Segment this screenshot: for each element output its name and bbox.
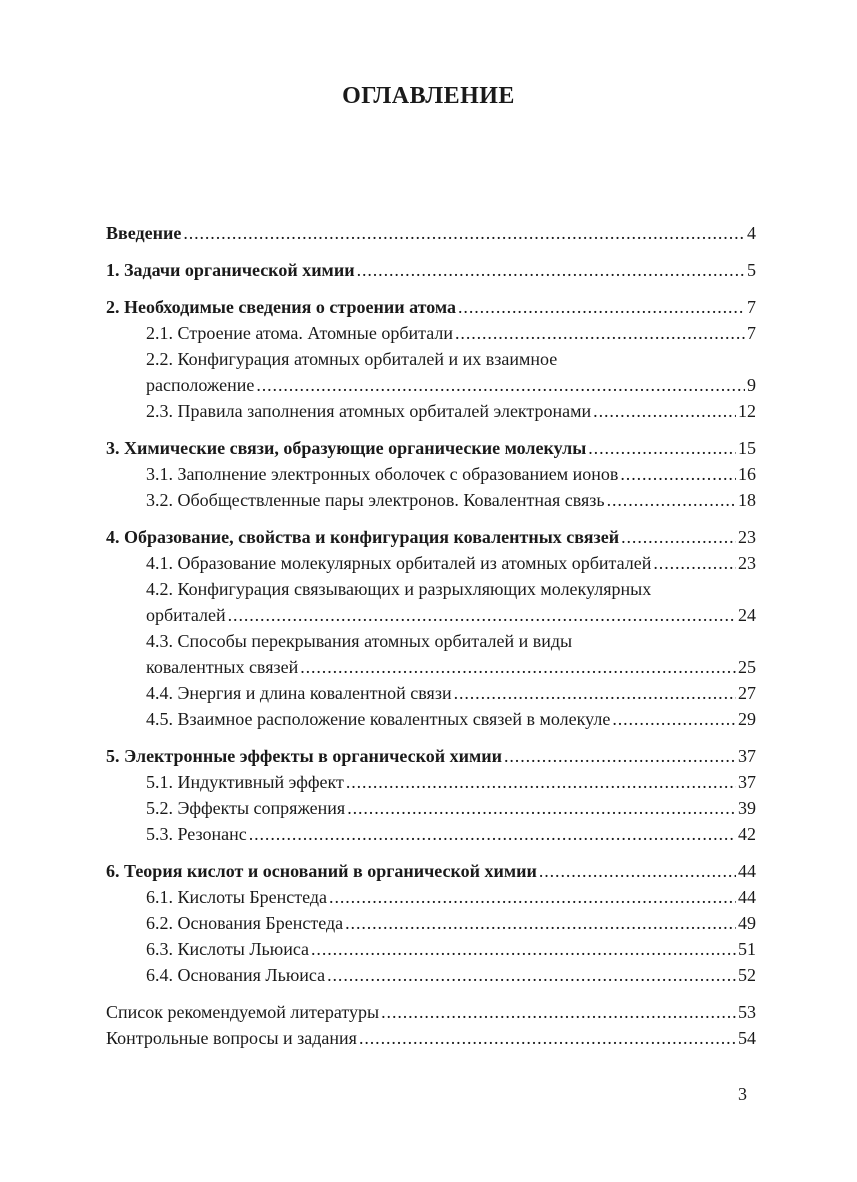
toc-entry-page: 52 bbox=[738, 965, 756, 985]
table-of-contents bbox=[106, 220, 756, 1051]
toc-entry-label: 6.3. Кислоты Льюиса bbox=[146, 939, 310, 959]
toc-entry-page: 24 bbox=[738, 605, 756, 625]
toc-entry-page: 37 bbox=[738, 772, 756, 792]
toc-entry-page: 23 bbox=[738, 527, 756, 547]
toc-entry-label: 4.4. Энергия и длина ковалентной связи bbox=[146, 683, 452, 703]
toc-entry-page: 54 bbox=[738, 1028, 756, 1048]
toc-entry-6-3 bbox=[106, 936, 756, 962]
toc-entry-questions bbox=[106, 1025, 756, 1051]
toc-entry-3-2 bbox=[106, 487, 756, 513]
toc-entry-page: 37 bbox=[738, 746, 756, 766]
toc-entry-2-1 bbox=[106, 320, 756, 346]
toc-entry-4-3 bbox=[106, 654, 756, 680]
toc-entry-page: 7 bbox=[747, 297, 756, 317]
toc-entry-6-2 bbox=[106, 910, 756, 936]
dot-leader bbox=[327, 962, 736, 988]
dot-leader bbox=[504, 743, 736, 769]
toc-entry-section-4 bbox=[106, 524, 756, 550]
toc-entry-label: 3.1. Заполнение электронных оболочек с образованием ионов bbox=[146, 464, 619, 484]
dot-leader bbox=[228, 602, 736, 628]
dot-leader bbox=[357, 257, 745, 283]
toc-entry-label: 5.1. Индуктивный эффект bbox=[146, 772, 344, 792]
dot-leader bbox=[345, 910, 736, 936]
page-number: 3 bbox=[738, 1084, 747, 1104]
toc-entry-page: 49 bbox=[738, 913, 756, 933]
toc-entry-label: Введение bbox=[106, 223, 182, 243]
toc-entry-page: 53 bbox=[738, 1002, 756, 1022]
toc-entry-page: 5 bbox=[747, 260, 756, 280]
toc-entry-label: 5. Электронные эффекты в органической химии bbox=[106, 746, 502, 766]
toc-entry-3-1 bbox=[106, 461, 756, 487]
toc-entry-section-2 bbox=[106, 294, 756, 320]
toc-entry-label: 4.5. Взаимное расположение ковалентных связей в молекуле bbox=[146, 709, 611, 729]
toc-entry-intro bbox=[106, 220, 756, 246]
toc-entry-label: Контрольные вопросы и задания bbox=[106, 1028, 357, 1048]
dot-leader bbox=[607, 487, 736, 513]
toc-entry-page: 44 bbox=[738, 861, 756, 881]
toc-entry-4-4 bbox=[106, 680, 756, 706]
dot-leader bbox=[347, 795, 736, 821]
toc-entry-label: Список рекомендуемой литературы bbox=[106, 1002, 380, 1022]
toc-entry-4-3-line1: 4.3. Способы перекрывания атомных орбиталей и виды bbox=[146, 631, 573, 651]
toc-entry-4-5 bbox=[106, 706, 756, 732]
toc-entry-2-3 bbox=[106, 398, 756, 424]
toc-entry-section-3 bbox=[106, 435, 756, 461]
toc-entry-6-4 bbox=[106, 962, 756, 988]
toc-entry-page: 12 bbox=[738, 401, 756, 421]
toc-entry-6-1 bbox=[106, 884, 756, 910]
dot-leader bbox=[588, 435, 736, 461]
toc-entry-label: 6.4. Основания Льюиса bbox=[146, 965, 326, 985]
toc-entry-page: 27 bbox=[738, 683, 756, 703]
dot-leader bbox=[455, 320, 745, 346]
dot-leader bbox=[311, 936, 736, 962]
dot-leader bbox=[300, 654, 736, 680]
toc-entry-5-2 bbox=[106, 795, 756, 821]
toc-entry-page: 51 bbox=[738, 939, 756, 959]
toc-entry-label: 3. Химические связи, образующие органические молекулы bbox=[106, 438, 587, 458]
toc-entry-page: 44 bbox=[738, 887, 756, 907]
toc-entry-page: 42 bbox=[738, 824, 756, 844]
toc-entry-label: 5.3. Резонанс bbox=[146, 824, 247, 844]
toc-entry-label: расположение bbox=[146, 375, 255, 395]
dot-leader bbox=[458, 294, 745, 320]
dot-leader bbox=[454, 680, 736, 706]
toc-entry-label: 4. Образование, свойства и конфигурация ковалентных связей bbox=[106, 527, 620, 547]
toc-entry-page: 4 bbox=[747, 223, 756, 243]
toc-entry-section-6 bbox=[106, 858, 756, 884]
toc-entry-section-1 bbox=[106, 257, 756, 283]
dot-leader bbox=[183, 220, 745, 246]
dot-leader bbox=[539, 858, 736, 884]
toc-entry-label: 6.1. Кислоты Бренстеда bbox=[146, 887, 328, 907]
dot-leader bbox=[620, 461, 736, 487]
dot-leader bbox=[381, 999, 736, 1025]
toc-entry-references bbox=[106, 999, 756, 1025]
toc-entry-label: 6.2. Основания Бренстеда bbox=[146, 913, 344, 933]
toc-entry-page: 23 bbox=[738, 553, 756, 573]
toc-entry-page: 25 bbox=[738, 657, 756, 677]
toc-entry-4-2-line1: 4.2. Конфигурация связывающих и разрыхляющих молекулярных bbox=[146, 579, 652, 599]
toc-entry-label: 2. Необходимые сведения о строении атома bbox=[106, 297, 457, 317]
dot-leader bbox=[359, 1025, 736, 1051]
toc-entry-2-2 bbox=[106, 372, 756, 398]
toc-entry-label: 4.1. Образование молекулярных орбиталей из атомных орбиталей bbox=[146, 553, 652, 573]
toc-entry-page: 18 bbox=[738, 490, 756, 510]
toc-entry-2-2-line1: 2.2. Конфигурация атомных орбиталей и их взаимное bbox=[146, 349, 558, 369]
dot-leader bbox=[621, 524, 736, 550]
dot-leader bbox=[346, 769, 736, 795]
toc-entry-label: 3.2. Обобществленные пары электронов. Ковалентная связь bbox=[146, 490, 605, 510]
toc-entry-label: 1. Задачи органической химии bbox=[106, 260, 355, 280]
dot-leader bbox=[593, 398, 736, 424]
toc-entry-page: 7 bbox=[747, 323, 756, 343]
toc-entry-5-3 bbox=[106, 821, 756, 847]
toc-entry-page: 29 bbox=[738, 709, 756, 729]
toc-entry-label: 2.3. Правила заполнения атомных орбиталей электронами bbox=[146, 401, 592, 421]
toc-entry-page: 16 bbox=[738, 464, 756, 484]
toc-entry-4-2 bbox=[106, 602, 756, 628]
dot-leader bbox=[653, 550, 736, 576]
page-title: ОГЛАВЛЕНИЕ bbox=[342, 83, 515, 109]
dot-leader bbox=[249, 821, 736, 847]
toc-entry-page: 39 bbox=[738, 798, 756, 818]
toc-entry-5-1 bbox=[106, 769, 756, 795]
toc-entry-label: 2.1. Строение атома. Атомные орбитали bbox=[146, 323, 454, 343]
toc-entry-4-1 bbox=[106, 550, 756, 576]
toc-entry-section-5 bbox=[106, 743, 756, 769]
dot-leader bbox=[329, 884, 736, 910]
toc-entry-label: орбиталей bbox=[146, 605, 226, 625]
dot-leader bbox=[256, 372, 745, 398]
toc-entry-page: 15 bbox=[738, 438, 756, 458]
toc-entry-label: 6. Теория кислот и оснований в органической химии bbox=[106, 861, 537, 881]
toc-entry-label: 5.2. Эффекты сопряжения bbox=[146, 798, 346, 818]
toc-entry-label: ковалентных связей bbox=[146, 657, 299, 677]
toc-entry-page: 9 bbox=[747, 375, 756, 395]
dot-leader bbox=[612, 706, 736, 732]
